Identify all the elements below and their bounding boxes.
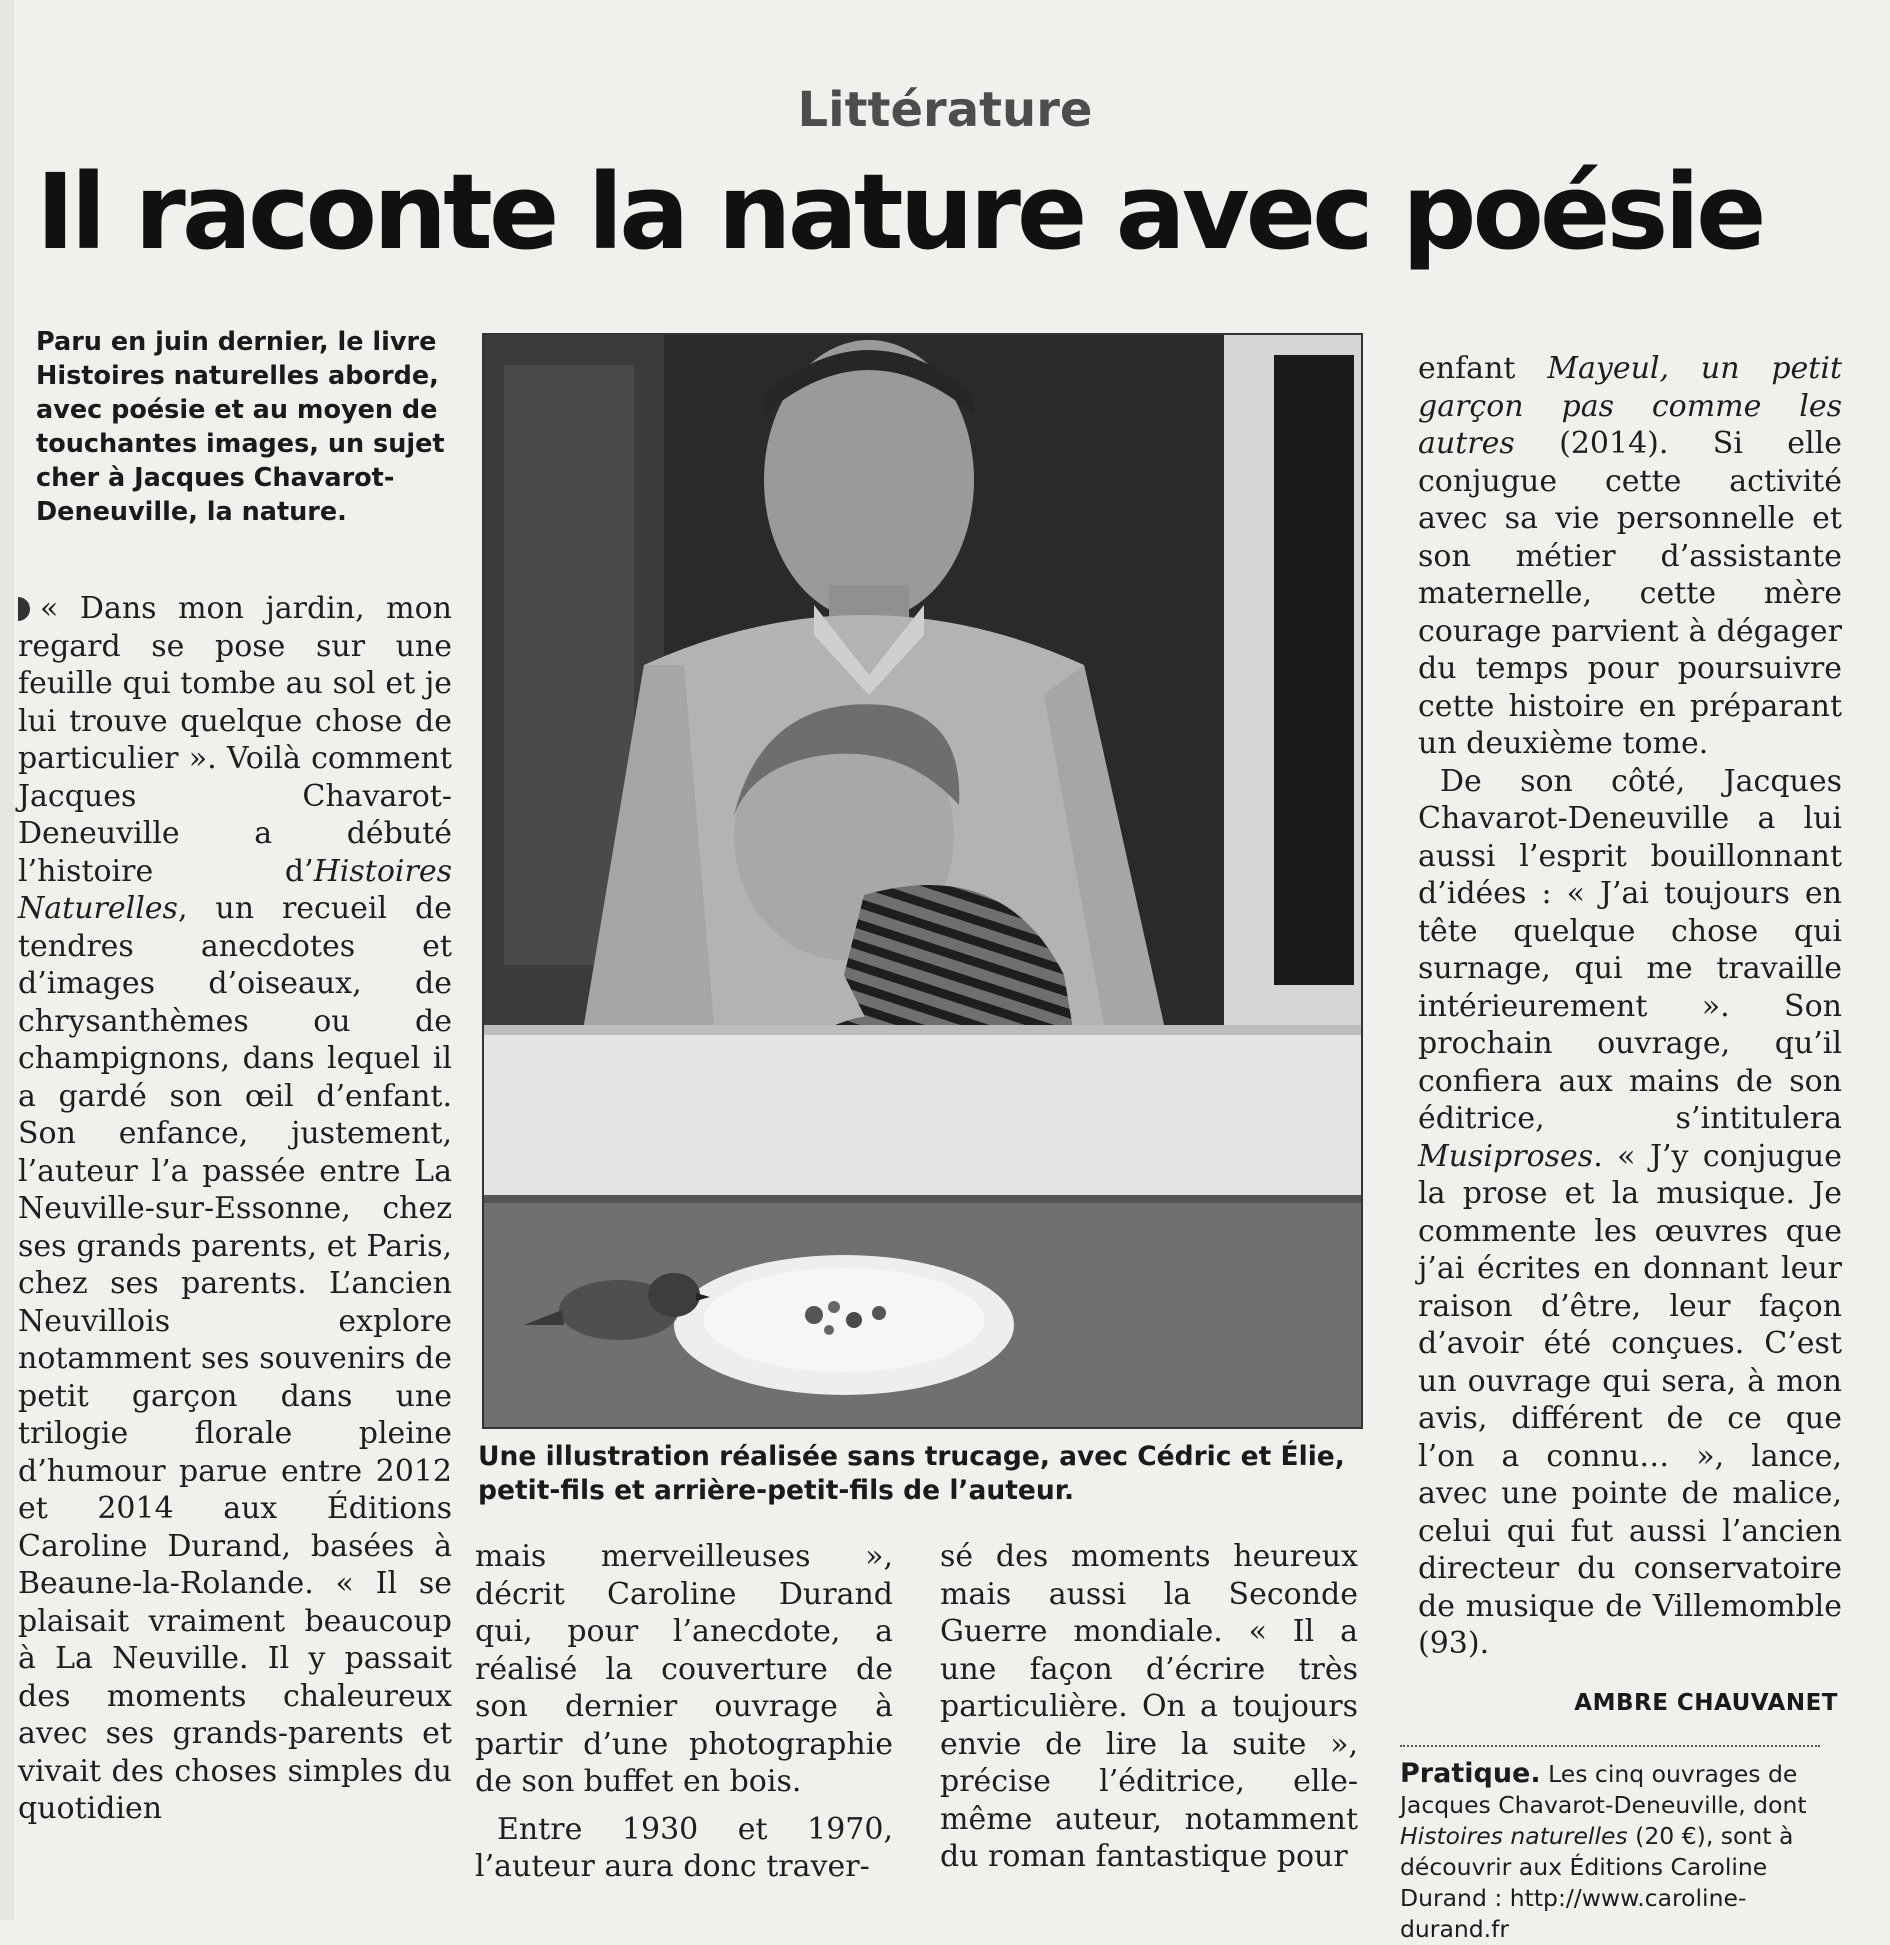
article-lead: Paru en juin dernier, le livre Histoires naturelles aborde, avec poésie et au moyen de touchantes images, un sujet cher à Jacques Chavarot-Deneuville, la nature. bbox=[36, 327, 445, 527]
practical-book-title: Histoires naturelles bbox=[1400, 1822, 1628, 1850]
author-signature: AMBRE CHAUVANET bbox=[1574, 1690, 1838, 1716]
scan-edge bbox=[0, 0, 14, 1920]
practical-text-start: Les cinq ouvrages de Jacques Chavarot-Deneuville, dont bbox=[1400, 1760, 1807, 1819]
col3-paragraph-1: sé des moments heureux mais aussi la Seconde Guerre mondiale. « Il a une façon d’écrire très particulière. On a toujours envie de lire la suite », précise l’éditrice, elle-même auteur, notamment du roman fantastique pour bbox=[940, 1539, 1358, 1874]
photo-caption: Une illustration réalisée sans trucage, avec Cédric et Élie, petit-fils et arrière-petit-fils de l’auteur. bbox=[478, 1441, 1345, 1506]
paragraph-marker-icon bbox=[18, 597, 30, 621]
article-column-2 bbox=[475, 1538, 893, 1886]
book-title-mayeul: Mayeul, un petit garçon pas comme les autres bbox=[1418, 351, 1843, 461]
col4-p1-start: enfant bbox=[1418, 351, 1548, 386]
col1-text-start: « Dans mon jardin, mon regard se pose sur une feuille qui tombe au sol et je lui trouve quelque chose de particulier ». Voilà comment Jacques Chavarot-Deneuville a débuté l’histoire d’ bbox=[18, 591, 452, 889]
col4-p1-end: (2014). Si elle conjugue cette activité avec sa vie personnelle et son métier d’assistante maternelle, cette mère courage parvient à dégager du temps pour poursuivre cette histoire en préparant un deuxième tome. bbox=[1418, 426, 1842, 761]
article-column-3 bbox=[940, 1538, 1358, 1876]
book-title-musiproses: Musiproses bbox=[1418, 1138, 1594, 1174]
article-column-1 bbox=[18, 590, 452, 1828]
practical-info-box bbox=[1400, 1758, 1828, 1945]
article-column-4 bbox=[1418, 350, 1842, 1663]
col4-p2-start: De son côté, Jacques Chavarot-Deneuville a lui aussi l’esprit bouillonnant d’idées : « J’ai toujours en tête quelque chose qui surnage, qui me travaille intérieurement ». Son prochain ouvrage, qu’il confiera aux mains de son éditrice, s’intitulera bbox=[1418, 763, 1842, 1136]
photo-illustration bbox=[484, 335, 1363, 1429]
article-headline: Il raconte la nature avec poésie bbox=[36, 151, 1763, 273]
section-rubric: Littérature bbox=[797, 82, 1093, 138]
col2-paragraph-2: Entre 1930 et 1970, l’auteur aura donc traver- bbox=[475, 1811, 893, 1884]
col2-paragraph-1: mais merveilleuses », décrit Caroline Durand qui, pour l’anecdote, a réalisé la couverture de son dernier ouvrage à partir d’une photographie de son buffet en bois. bbox=[475, 1539, 893, 1799]
practical-label: Pratique. bbox=[1400, 1758, 1541, 1789]
col1-text-end: , un recueil de tendres anecdotes et d’images d’oiseaux, de chrysanthèmes ou de champignons, dans lequel il a gardé son œil d’enfant. Son enfance, justement, l’auteur l’a passée entre La Neuville-sur-Essonne, chez ses grands parents, et Paris, chez ses parents. L’ancien Neuvillois explore notamment ses souvenirs de petit garçon dans une trilogie florale pleine d’humour parue entre 2012 et 2014 aux Éditions Caroline Durand, basées à Beaune-la-Rolande. « Il se plaisait vraiment beaucoup à La Neuville. Il y passait des moments chaleureux avec ses grands-parents et vivait des choses simples du quotidien bbox=[18, 891, 452, 1826]
col4-p2-end: . « J’y conjugue la prose et la musique. Je commente les œuvres que j’ai écrites en donnant leur raison d’être, leur façon d’avoir été conçues. C’est un ouvrage qui sera, à mon avis, différent de ce que l’on a connu… », lance, avec une pointe de malice, celui qui fut aussi l’ancien directeur du conservatoire de musique de Villemomble (93). bbox=[1418, 1138, 1842, 1661]
book-title: Histoires Naturelles bbox=[18, 853, 452, 926]
practical-text-end: (20 €), sont à découvrir aux Éditions Caroline Durand : http://www.caroline-durand.fr bbox=[1400, 1822, 1794, 1943]
article-photo bbox=[482, 333, 1363, 1429]
dotted-divider bbox=[1400, 1745, 1820, 1747]
